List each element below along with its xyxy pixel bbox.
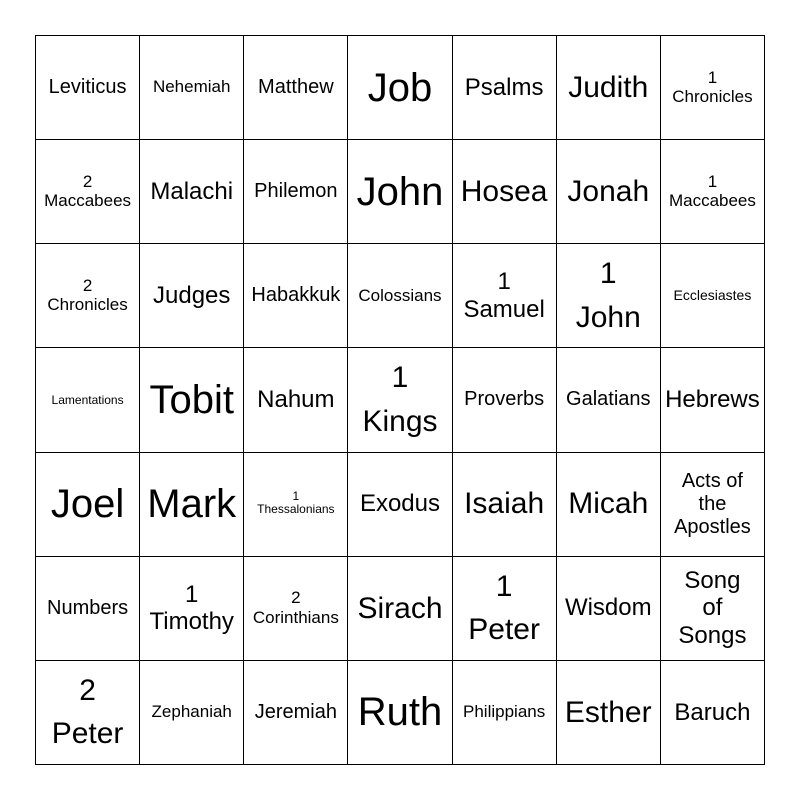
bingo-cell-label: Jonah xyxy=(567,174,650,208)
bingo-cell-label: Mark xyxy=(147,482,237,527)
bingo-grid xyxy=(36,36,765,765)
bingo-cell[interactable] xyxy=(348,36,452,140)
bingo-cell-label: Judith xyxy=(568,70,649,104)
bingo-cell[interactable] xyxy=(36,36,140,140)
bingo-cell[interactable] xyxy=(36,556,140,660)
bingo-cell-label: Proverbs xyxy=(464,388,545,411)
bingo-cell[interactable] xyxy=(556,452,660,556)
bingo-cell[interactable] xyxy=(556,244,660,348)
bingo-cell-label: 2 Peter xyxy=(51,673,124,751)
bingo-cell[interactable] xyxy=(452,556,556,660)
bingo-row xyxy=(36,36,765,140)
bingo-cell-label: Exodus xyxy=(359,490,441,518)
bingo-cell[interactable] xyxy=(660,452,764,556)
bingo-cell-label: Leviticus xyxy=(48,76,127,99)
bingo-cell[interactable] xyxy=(36,452,140,556)
bingo-cell-label: 1 Thessalonians xyxy=(257,488,335,517)
bingo-cell[interactable] xyxy=(348,660,452,764)
bingo-cell[interactable] xyxy=(660,36,764,140)
bingo-cell-label: 2 Maccabees xyxy=(44,171,132,211)
bingo-cell-label: Philippians xyxy=(463,702,546,722)
bingo-cell-label: Ecclesiastes xyxy=(673,286,752,303)
bingo-cell-label: Malachi xyxy=(150,177,234,205)
bingo-cell-label: 1 Maccabees xyxy=(668,171,756,211)
bingo-cell[interactable] xyxy=(244,36,348,140)
bingo-cell[interactable] xyxy=(140,660,244,764)
bingo-cell[interactable] xyxy=(660,660,764,764)
bingo-cell[interactable] xyxy=(660,140,764,244)
bingo-cell[interactable] xyxy=(660,348,764,452)
bingo-cell-label: 1 Chronicles xyxy=(672,67,753,107)
bingo-row xyxy=(36,348,765,452)
bingo-cell[interactable] xyxy=(556,556,660,660)
bingo-cell[interactable] xyxy=(452,452,556,556)
bingo-cell-label: Psalms xyxy=(464,73,544,101)
bingo-cell-label: Lamentations xyxy=(51,392,124,407)
bingo-cell-label: 1 Kings xyxy=(362,361,438,438)
bingo-cell-label: Habakkuk xyxy=(251,284,341,307)
bingo-cell-label: Jeremiah xyxy=(254,700,337,723)
bingo-cell[interactable] xyxy=(140,556,244,660)
bingo-cell[interactable] xyxy=(36,244,140,348)
bingo-cell[interactable] xyxy=(244,140,348,244)
bingo-cell[interactable] xyxy=(556,660,660,764)
bingo-cell[interactable] xyxy=(140,36,244,140)
bingo-cell-label: Galatians xyxy=(566,388,651,411)
bingo-cell[interactable] xyxy=(348,452,452,556)
bingo-board xyxy=(35,35,765,765)
bingo-cell[interactable] xyxy=(140,452,244,556)
bingo-cell[interactable] xyxy=(140,244,244,348)
bingo-row xyxy=(36,660,765,764)
bingo-cell-label: Isaiah xyxy=(464,487,545,521)
bingo-cell[interactable] xyxy=(452,348,556,452)
bingo-cell-label: Micah xyxy=(568,487,649,521)
bingo-cell[interactable] xyxy=(36,660,140,764)
bingo-cell[interactable] xyxy=(348,556,452,660)
bingo-cell-label: Song of Songs xyxy=(678,566,747,650)
bingo-cell[interactable] xyxy=(244,660,348,764)
bingo-cell-label: Nahum xyxy=(257,386,335,414)
bingo-row xyxy=(36,556,765,660)
bingo-cell-label: Tobit xyxy=(149,377,234,422)
bingo-cell[interactable] xyxy=(140,348,244,452)
bingo-cell-label: Hosea xyxy=(460,174,548,208)
bingo-cell[interactable] xyxy=(140,140,244,244)
bingo-cell-label: Esther xyxy=(564,695,652,729)
bingo-cell-label: Sirach xyxy=(357,591,443,625)
bingo-cell[interactable] xyxy=(452,244,556,348)
bingo-cell-label: Numbers xyxy=(47,596,129,619)
bingo-cell-label: Baruch xyxy=(674,698,751,726)
bingo-cell-label: Zephaniah xyxy=(151,702,232,722)
bingo-cell[interactable] xyxy=(452,140,556,244)
bingo-cell[interactable] xyxy=(556,36,660,140)
bingo-cell[interactable] xyxy=(660,556,764,660)
bingo-row xyxy=(36,140,765,244)
bingo-cell[interactable] xyxy=(244,556,348,660)
bingo-cell-label: Wisdom xyxy=(564,594,652,622)
bingo-cell[interactable] xyxy=(244,452,348,556)
bingo-cell-label: 1 Peter xyxy=(468,569,540,647)
bingo-cell-label: 2 Corinthians xyxy=(252,588,339,627)
bingo-cell-label: Job xyxy=(367,65,433,110)
bingo-cell[interactable] xyxy=(36,140,140,244)
bingo-cell-label: John xyxy=(356,169,444,214)
bingo-cell-label: 1 Timothy xyxy=(149,580,234,636)
bingo-cell-label: 1 Samuel xyxy=(463,268,545,323)
bingo-cell-label: Judges xyxy=(153,282,231,310)
bingo-cell-label: Acts of the Apostles xyxy=(674,469,751,538)
bingo-cell-label: Colossians xyxy=(358,285,442,305)
bingo-cell-label: Hebrews xyxy=(665,386,760,414)
bingo-cell[interactable] xyxy=(348,244,452,348)
bingo-cell-label: Philemon xyxy=(254,180,338,203)
bingo-cell[interactable] xyxy=(452,36,556,140)
bingo-cell[interactable] xyxy=(556,140,660,244)
bingo-row xyxy=(36,244,765,348)
bingo-cell-label: Ruth xyxy=(357,690,443,735)
bingo-cell-label: 2 Chronicles xyxy=(47,275,128,315)
bingo-cell-label: Nehemiah xyxy=(152,77,231,97)
bingo-cell[interactable] xyxy=(244,348,348,452)
bingo-row xyxy=(36,452,765,556)
bingo-cell-label: Matthew xyxy=(258,76,334,99)
bingo-cell[interactable] xyxy=(556,348,660,452)
bingo-cell[interactable] xyxy=(660,244,764,348)
bingo-cell[interactable] xyxy=(348,348,452,452)
bingo-cell[interactable] xyxy=(244,244,348,348)
bingo-cell[interactable] xyxy=(348,140,452,244)
bingo-cell[interactable] xyxy=(36,348,140,452)
bingo-cell-label: 1 John xyxy=(575,257,641,334)
bingo-cell[interactable] xyxy=(452,660,556,764)
bingo-cell-label: Joel xyxy=(50,482,125,527)
